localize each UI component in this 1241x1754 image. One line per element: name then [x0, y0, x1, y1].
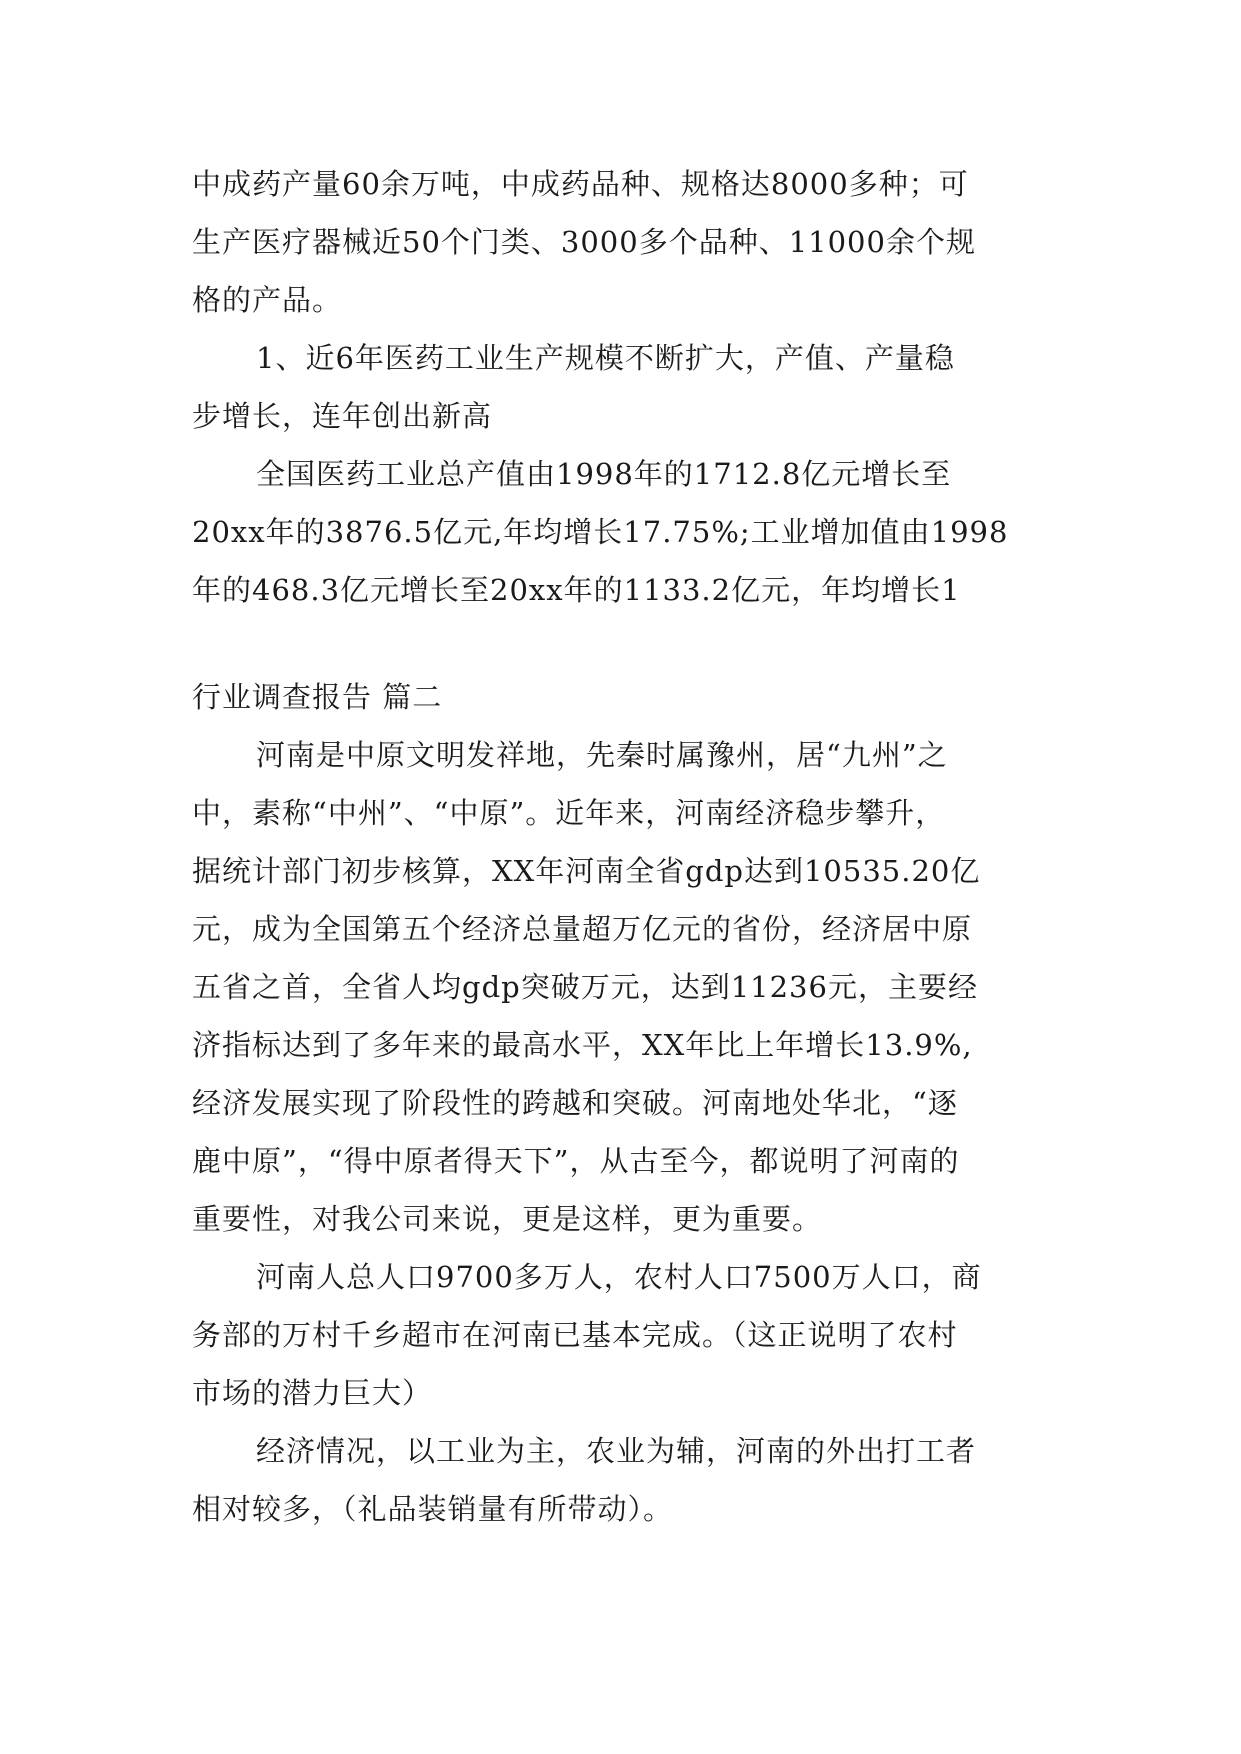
section-2-line: 河南人总人口9700多万人，农村人口7500万人口，商	[256, 1260, 982, 1294]
section-2-line: 五省之首，全省人均gdp突破万元，达到11236元，主要经	[192, 970, 978, 1004]
section-2-line: 据统计部门初步核算，XX年河南全省gdp达到10535.20亿	[192, 854, 981, 888]
text-section-2	[192, 668, 1052, 1538]
section-1-line: 20xx年的3876.5亿元,年均增长17.75%;工业增加值由1998	[192, 515, 1009, 549]
section-2-line: 元，成为全国第五个经济总量超万亿元的省份，经济居中原	[192, 912, 973, 946]
section-2-line: 相对较多，（礼品装销量有所带动）。	[192, 1492, 674, 1526]
section-2-line: 重要性，对我公司来说，更是这样，更为重要。	[192, 1202, 823, 1236]
section-1-line: 中成药产量60余万吨，中成药品种、规格达8000多种；可	[192, 167, 969, 201]
section-2-line: 中，素称“中州”、“中原”。近年来，河南经济稳步攀升，	[192, 796, 946, 830]
section-2-line: 经济发展实现了阶段性的跨越和突破。河南地处华北，“逐	[192, 1086, 958, 1120]
section-2-line: 河南是中原文明发祥地，先秦时属豫州，居“九州”之	[256, 738, 948, 772]
section-2-line: 济指标达到了多年来的最高水平，XX年比上年增长13.9%,	[192, 1028, 973, 1062]
section-2-line: 经济情况，以工业为主，农业为辅，河南的外出打工者	[256, 1434, 977, 1468]
section-2-line: 行业调查报告 篇二	[192, 680, 443, 714]
section-1-line: 格的产品。	[192, 283, 343, 317]
section-2-line: 市场的潜力巨大）	[192, 1376, 433, 1410]
section-1-line: 年的468.3亿元增长至20xx年的1133.2亿元，年均增长1	[192, 573, 961, 607]
section-2-line: 务部的万村千乡超市在河南已基本完成。（这正说明了农村	[192, 1318, 958, 1352]
section-1-line: 生产医疗器械近50个门类、3000多个品种、11000余个规	[192, 225, 976, 259]
text-section-1	[192, 155, 1052, 619]
section-2-line: 鹿中原”，“得中原者得天下”，从古至今，都说明了河南的	[192, 1144, 960, 1178]
section-1-line: 全国医药工业总产值由1998年的1712.8亿元增长至	[256, 457, 952, 491]
section-1-line: 1、近6年医药工业生产规模不断扩大，产值、产量稳	[256, 341, 955, 375]
section-1-line: 步增长，连年创出新高	[192, 399, 493, 433]
